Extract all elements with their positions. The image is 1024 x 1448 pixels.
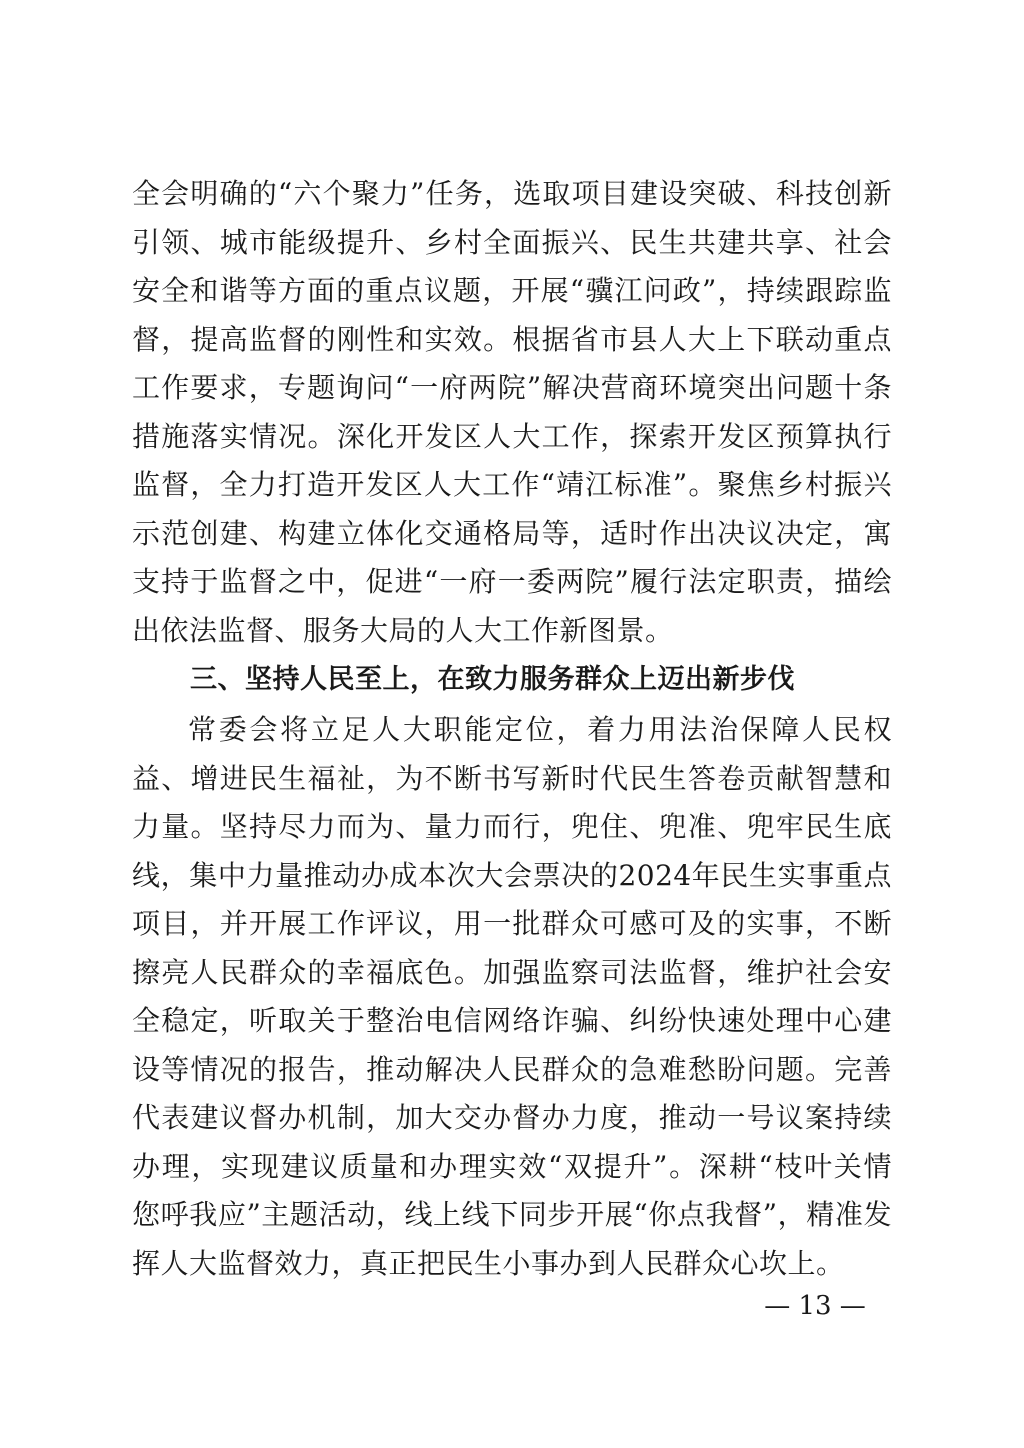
section-heading: 三、坚持人民至上，在致力服务群众上迈出新步伐	[190, 664, 795, 695]
page-number: — 13 —	[764, 1291, 866, 1321]
body-paragraph: 常委会将立足人大职能定位，着力用法治保障人民权益、增进民生福祉，为不断书写新时代民生答卷贡献智慧和力量。坚持尽力而为、量力而行，兜住、兜准、兜牢民生底线，集中力量推动办成本次大会票决的2024年民生实事重点项目，并开展工作评议，用一批群众可感可及的实事，不断擦亮人民群众的幸福底色。加强监察司法监督，维护社会安全稳定，听取关于整治电信网络诈骗、纠纷快速处理中心建设等情况的报告，推动解决人民群众的急难愁盼问题。完善代表建议督办机制，加大交办督办力度，推动一号议案持续办理，实现建议质量和办理实效“双提升”。深耕“枝叶关情 您呼我应”主题活动，线上线下同步开展“你点我督”，精准发挥人大监督效力，真正把民生小事办到人民群众心坎上。	[132, 713, 921, 1280]
body-paragraph-continued: 全会明确的“六个聚力”任务，选取项目建设突破、科技创新引领、城市能级提升、乡村全面振兴、民生共建共享、社会安全和谐等方面的重点议题，开展“骥江问政”，持续跟踪监督，提高监督的刚性和实效。根据省市县人大上下联动重点工作要求，专题询问“一府两院”解决营商环境突出问题十条措施落实情况。深化开发区人大工作，探索开发区预算执行监督，全力打造开发区人大工作“靖江标准”。聚焦乡村振兴示范创建、构建立体化交通格局等，适时作出决议决定，寓支持于监督之中，促进“一府一委两院”履行法定职责，描绘出依法监督、服务大局的人大工作新图景。	[132, 177, 892, 647]
